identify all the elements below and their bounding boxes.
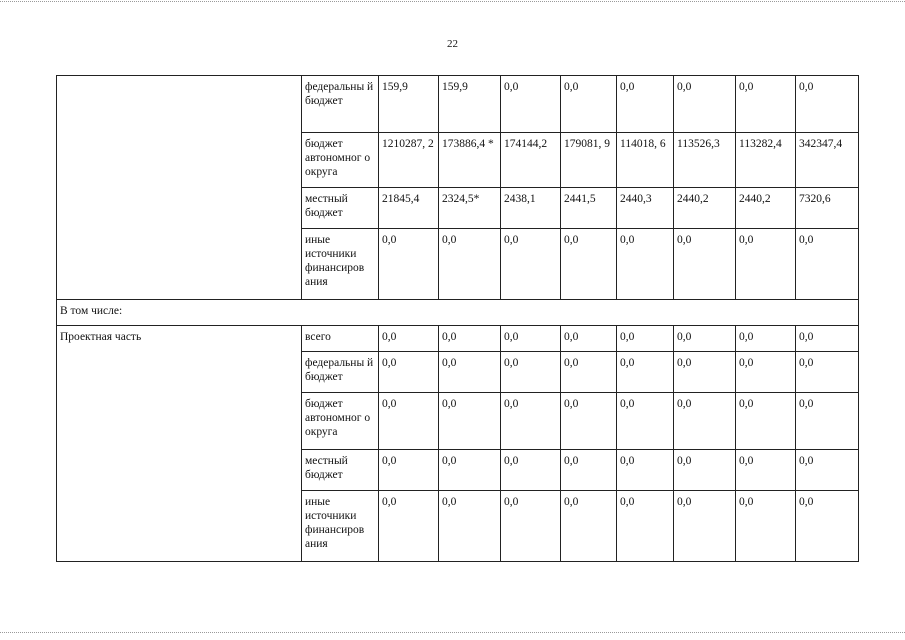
value-cell: 0,0 [379, 326, 439, 352]
value-cell: 0,0 [439, 491, 501, 562]
value-cell: 159,9 [379, 76, 439, 133]
value-cell: 0,0 [379, 229, 439, 300]
funding-source-cell: всего [302, 326, 379, 352]
value-cell: 0,0 [439, 393, 501, 450]
value-cell: 0,0 [379, 393, 439, 450]
value-cell: 0,0 [796, 352, 859, 393]
project-part-label-cell: Проектная часть [57, 326, 302, 562]
funding-source-cell: федеральны й бюджет [302, 352, 379, 393]
value-cell: 0,0 [561, 76, 617, 133]
value-cell: 0,0 [617, 393, 674, 450]
value-cell: 0,0 [617, 450, 674, 491]
value-cell: 0,0 [736, 326, 796, 352]
value-cell: 0,0 [674, 450, 736, 491]
table-row [57, 76, 859, 133]
funding-source-cell: федеральны й бюджет [302, 76, 379, 133]
funding-source-cell: местный бюджет [302, 188, 379, 229]
value-cell: 0,0 [439, 352, 501, 393]
value-cell: 0,0 [617, 76, 674, 133]
value-cell: 2440,3 [617, 188, 674, 229]
page-number: 22 [447, 38, 458, 50]
value-cell: 0,0 [379, 352, 439, 393]
value-cell: 0,0 [561, 393, 617, 450]
value-cell: 0,0 [736, 76, 796, 133]
value-cell: 342347,4 [796, 133, 859, 188]
value-cell: 0,0 [736, 393, 796, 450]
value-cell: 2324,5* [439, 188, 501, 229]
section-heading-cell: В том числе: [57, 300, 859, 326]
value-cell: 0,0 [561, 450, 617, 491]
value-cell: 0,0 [674, 491, 736, 562]
program-label-cell [57, 76, 302, 300]
value-cell: 1210287, 2 [379, 133, 439, 188]
value-cell: 0,0 [501, 450, 561, 491]
value-cell: 0,0 [501, 326, 561, 352]
funding-source-cell: местный бюджет [302, 450, 379, 491]
budget-table [56, 75, 859, 562]
funding-source-cell: иные источники финансиров ания [302, 229, 379, 300]
funding-source-cell: иные источники финансиров ания [302, 491, 379, 562]
value-cell: 0,0 [674, 352, 736, 393]
table-row [57, 326, 859, 352]
value-cell: 0,0 [501, 352, 561, 393]
value-cell: 0,0 [561, 229, 617, 300]
scan-bottom-edge [0, 632, 905, 633]
value-cell: 0,0 [501, 76, 561, 133]
value-cell: 114018, 6 [617, 133, 674, 188]
value-cell: 0,0 [617, 352, 674, 393]
value-cell: 0,0 [439, 450, 501, 491]
value-cell: 113526,3 [674, 133, 736, 188]
funding-source-cell: бюджет автономног о округа [302, 133, 379, 188]
funding-source-cell: бюджет автономног о округа [302, 393, 379, 450]
value-cell: 2441,5 [561, 188, 617, 229]
value-cell: 0,0 [796, 491, 859, 562]
value-cell: 0,0 [501, 229, 561, 300]
value-cell: 0,0 [617, 326, 674, 352]
value-cell: 113282,4 [736, 133, 796, 188]
value-cell: 0,0 [674, 326, 736, 352]
value-cell: 2440,2 [674, 188, 736, 229]
value-cell: 173886,4 * [439, 133, 501, 188]
scan-top-edge [0, 1, 905, 2]
value-cell: 0,0 [501, 491, 561, 562]
value-cell: 21845,4 [379, 188, 439, 229]
value-cell: 2440,2 [736, 188, 796, 229]
value-cell: 159,9 [439, 76, 501, 133]
value-cell: 174144,2 [501, 133, 561, 188]
value-cell: 7320,6 [796, 188, 859, 229]
value-cell: 2438,1 [501, 188, 561, 229]
value-cell: 0,0 [379, 491, 439, 562]
value-cell: 0,0 [736, 352, 796, 393]
value-cell: 0,0 [796, 76, 859, 133]
value-cell: 0,0 [736, 229, 796, 300]
value-cell: 0,0 [796, 229, 859, 300]
value-cell: 0,0 [674, 393, 736, 450]
value-cell: 0,0 [736, 491, 796, 562]
value-cell: 0,0 [379, 450, 439, 491]
table-row [57, 300, 859, 326]
value-cell: 0,0 [501, 393, 561, 450]
value-cell: 179081, 9 [561, 133, 617, 188]
value-cell: 0,0 [561, 326, 617, 352]
value-cell: 0,0 [736, 450, 796, 491]
value-cell: 0,0 [674, 229, 736, 300]
value-cell: 0,0 [674, 76, 736, 133]
value-cell: 0,0 [439, 326, 501, 352]
value-cell: 0,0 [561, 352, 617, 393]
value-cell: 0,0 [617, 491, 674, 562]
value-cell: 0,0 [796, 326, 859, 352]
value-cell: 0,0 [439, 229, 501, 300]
value-cell: 0,0 [617, 229, 674, 300]
value-cell: 0,0 [796, 393, 859, 450]
value-cell: 0,0 [796, 450, 859, 491]
value-cell: 0,0 [561, 491, 617, 562]
